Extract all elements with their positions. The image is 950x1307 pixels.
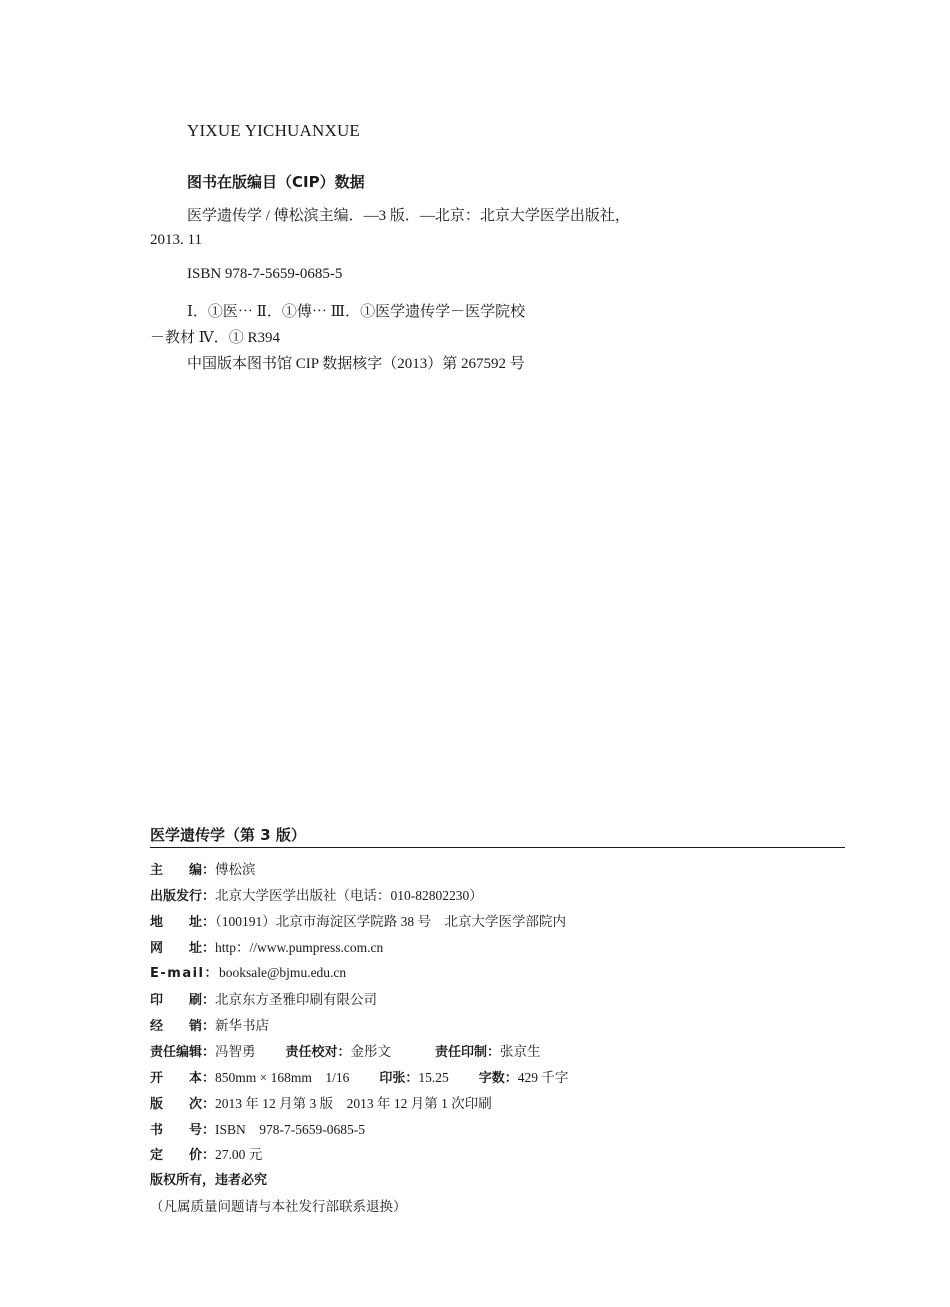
row-label: 责任校对： [285,1045,351,1060]
row-label: 地 址： [150,915,216,930]
row-value: 傅松滨 [215,862,256,877]
row-label: 出版发行： [150,889,216,904]
row-value: 北京大学医学出版社（电话：010-82802230） [215,888,483,903]
pinyin-title: YIXUE YICHUANXUE [187,121,361,140]
row-value: （100191）北京市海淀区学院路 38 号 北京大学医学部院内 [215,914,567,929]
row-label: 责任印制： [435,1045,501,1060]
colophon-title: 医学遗传学（第 3 版） [150,826,306,844]
row-label: 定 价： [150,1148,216,1163]
colophon-row-book-number [150,1118,365,1138]
cip-line-date: 2013. 11 [150,232,202,248]
row-value: 2013 年 12 月第 3 版 2013 年 12 月第 1 次印刷 [215,1096,492,1111]
row-label: 经 销： [150,1019,216,1034]
row-label: 印张： [379,1071,419,1086]
words-value: 429 千字 [517,1070,569,1085]
rights-text: 版权所有，违者必究 [150,1173,268,1188]
row-label: 版 次： [150,1097,216,1112]
row-label: 主 编： [150,863,216,878]
cip-line-title-editor: 医学遗传学 / 傅松滨主编．—3 版．—北京：北京大学医学出版社， [187,208,630,224]
colophon-row-price [150,1143,262,1163]
colophon-row-editor [150,858,256,878]
responsible-printing: 张京生 [500,1044,541,1059]
colophon-rule [150,847,845,848]
row-value: ISBN 978-7-5659-0685-5 [215,1122,366,1137]
website-link: http：//www.pumpress.com.cn [215,940,384,955]
row-label: 开 本： [150,1071,216,1086]
row-label: 字数： [478,1071,518,1086]
colophon-row-edition [150,1092,492,1112]
row-value: 北京东方圣雅印刷有限公司 [215,992,378,1007]
row-label: 责任编辑： [150,1045,216,1060]
format-value: 850mm × 168mm 1/16 [215,1070,350,1085]
row-label: 网 址： [150,941,216,956]
row-label: E-mail： [150,966,220,981]
returns-note: （凡属质量问题请与本社发行部联系退换） [150,1199,407,1214]
sheets-value: 15.25 [418,1070,449,1085]
cip-heading: 图书在版编目（CIP）数据 [187,173,365,191]
colophon-row-distributor [150,1014,269,1034]
cip-line-record-number: 中国版本图书馆 CIP 数据核字（2013）第 267592 号 [187,356,525,372]
cip-line-subjects: Ⅰ．①医⋯ Ⅱ．①傅⋯ Ⅲ．①医学遗传学－医学院校 [187,304,526,320]
colophon-row-address [150,910,566,930]
row-value: 新华书店 [215,1018,270,1033]
colophon-row-publisher [150,884,483,904]
responsible-proofreader: 金彤文 [350,1044,392,1059]
colophon-row-website [150,936,383,956]
colophon-row-printer [150,988,377,1008]
row-label: 印 刷： [150,993,216,1008]
colophon-row-editorial-staff [150,1040,541,1060]
price-value: 27.00 元 [215,1147,263,1162]
responsible-editor: 冯智勇 [215,1044,256,1059]
email-address: booksale@bjmu.edu.cn [219,965,347,980]
colophon-row-email [150,962,346,981]
row-label: 书 号： [150,1123,216,1138]
copyright-notice [150,1169,267,1188]
colophon-row-format [150,1066,568,1086]
cip-line-classification: －教材 Ⅳ．① R394 [150,330,280,346]
cip-isbn: ISBN 978-7-5659-0685-5 [187,266,343,282]
